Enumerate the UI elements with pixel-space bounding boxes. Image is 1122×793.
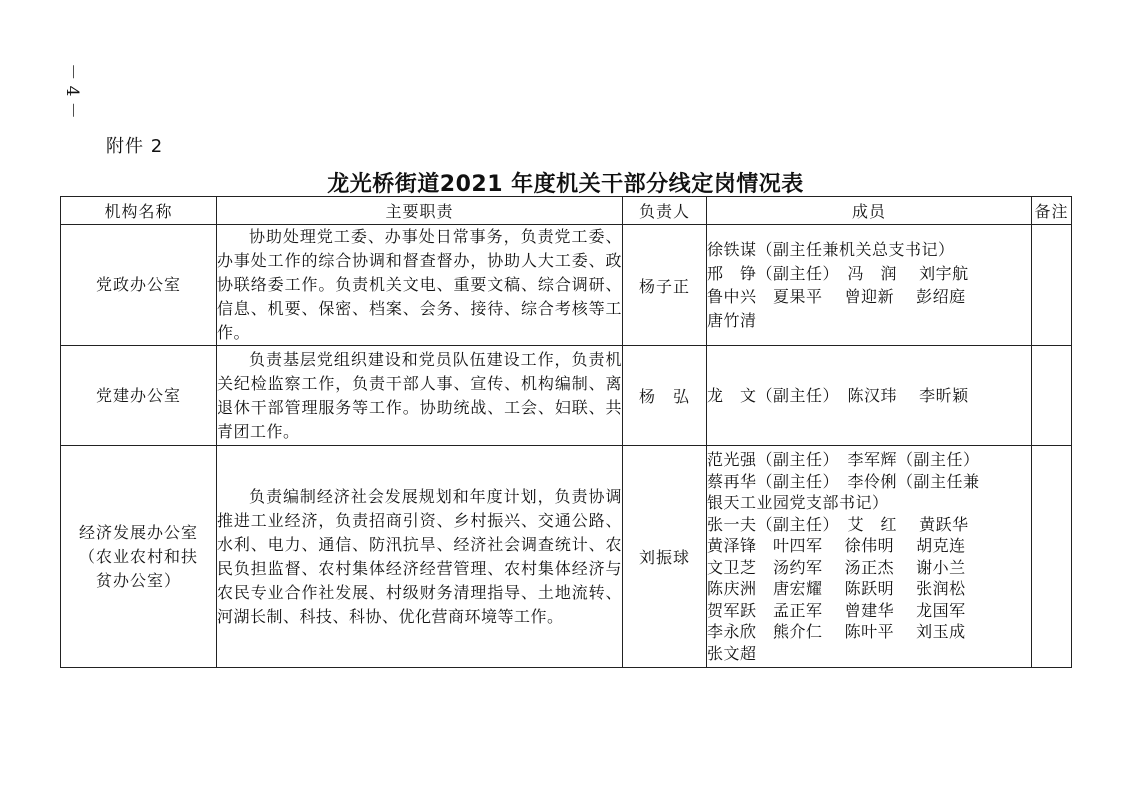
notes-cell bbox=[1032, 346, 1072, 446]
org-cell bbox=[61, 446, 217, 668]
duties-text: 负责编制经济社会发展规划和年度计划，负责协调推进工业经济，负责招商引资、乡村振兴、交通公路、水利、电力、通信、防汛抗旱、经济社会调查统计、农民负担监督、农村集体经济经营管理、农村集体经济与农民专业合作社发展、村级财务清理指导、土地流转、河湖长制、科技、科协、优化营商环境等工作。 bbox=[217, 486, 622, 626]
org-cell bbox=[61, 346, 217, 446]
table-row bbox=[61, 346, 1072, 446]
notes-cell bbox=[1032, 446, 1072, 668]
document-title: 龙光桥街道2021 年度机关干部分线定岗情况表 bbox=[327, 172, 804, 197]
leader-cell: 刘振球 bbox=[623, 446, 707, 668]
table-row bbox=[61, 225, 1072, 346]
header-org: 机构名称 bbox=[61, 197, 217, 225]
org-name-line: （农业农村和扶 bbox=[78, 546, 198, 566]
member-line: 贺军跃 孟正军 曾建华 龙国军 bbox=[707, 600, 966, 620]
table-row bbox=[61, 446, 1072, 668]
member-line: 张文超 bbox=[707, 643, 757, 663]
duties-cell bbox=[217, 446, 623, 668]
attachment-label: 附件 2 bbox=[106, 136, 164, 157]
header-duties: 主要职责 bbox=[217, 197, 623, 225]
leader-cell: 杨 弘 bbox=[623, 346, 707, 446]
duties-text: 负责基层党组织建设和党员队伍建设工作，负责机关纪检监察工作，负责干部人事、宣传、机构编制、离退休干部管理服务等工作。协助统战、工会、妇联、共青团工作。 bbox=[217, 349, 622, 441]
leader-cell: 杨子正 bbox=[623, 225, 707, 346]
org-name: 经济发展办公室 bbox=[78, 522, 198, 542]
member-line: 龙 文（副主任） 陈汉玮 李昕颖 bbox=[707, 385, 969, 405]
member-line: 邢 铮（副主任） 冯 润 刘宇航 bbox=[707, 263, 969, 283]
notes-cell bbox=[1032, 225, 1072, 346]
member-line: 黄泽锋 叶四军 徐伟明 胡克连 bbox=[707, 536, 966, 555]
member-line: 蔡再华（副主任） 李伶俐（副主任兼 bbox=[707, 471, 980, 491]
org-name: 党建办公室 bbox=[95, 385, 181, 405]
member-line: 徐铁谋（副主任兼机关总支书记） bbox=[707, 240, 955, 259]
members-cell bbox=[707, 446, 1032, 668]
duties-cell bbox=[217, 225, 623, 346]
page-number: － 4 － bbox=[62, 63, 83, 119]
member-line: 唐竹清 bbox=[707, 310, 757, 330]
table-header-row bbox=[61, 197, 1072, 225]
org-name-line: 贫办公室） bbox=[95, 570, 181, 590]
duties-text: 协助处理党工委、办事处日常事务，负责党工委、办事处工作的综合协调和督查督办，协助人大工委、政协联络委工作。负责机关文电、重要文稿、综合调研、信息、机要、保密、档案、会务、接待、综合考核等工作。 bbox=[217, 227, 622, 342]
org-cell bbox=[61, 225, 217, 346]
member-line: 陈庆洲 唐宏耀 陈跃明 张润松 bbox=[707, 579, 966, 598]
assignment-table bbox=[60, 196, 1072, 668]
members-cell bbox=[707, 225, 1032, 346]
duties-cell bbox=[217, 346, 623, 446]
member-line: 银天工业园党支部书记） bbox=[707, 493, 889, 512]
member-line: 鲁中兴 夏果平 曾迎新 彭绍庭 bbox=[707, 287, 966, 306]
org-name: 党政办公室 bbox=[95, 275, 181, 294]
member-line: 李永欣 熊介仁 陈叶平 刘玉成 bbox=[707, 622, 966, 641]
header-members: 成员 bbox=[707, 197, 1032, 225]
member-line: 张一夫（副主任） 艾 红 黄跃华 bbox=[707, 514, 969, 534]
member-line: 文卫芝 汤约军 汤正杰 谢小兰 bbox=[707, 557, 966, 577]
member-line: 范光强（副主任） 李军辉（副主任） bbox=[707, 450, 980, 469]
members-cell bbox=[707, 346, 1032, 446]
header-notes: 备注 bbox=[1032, 197, 1072, 225]
header-leader: 负责人 bbox=[623, 197, 707, 225]
